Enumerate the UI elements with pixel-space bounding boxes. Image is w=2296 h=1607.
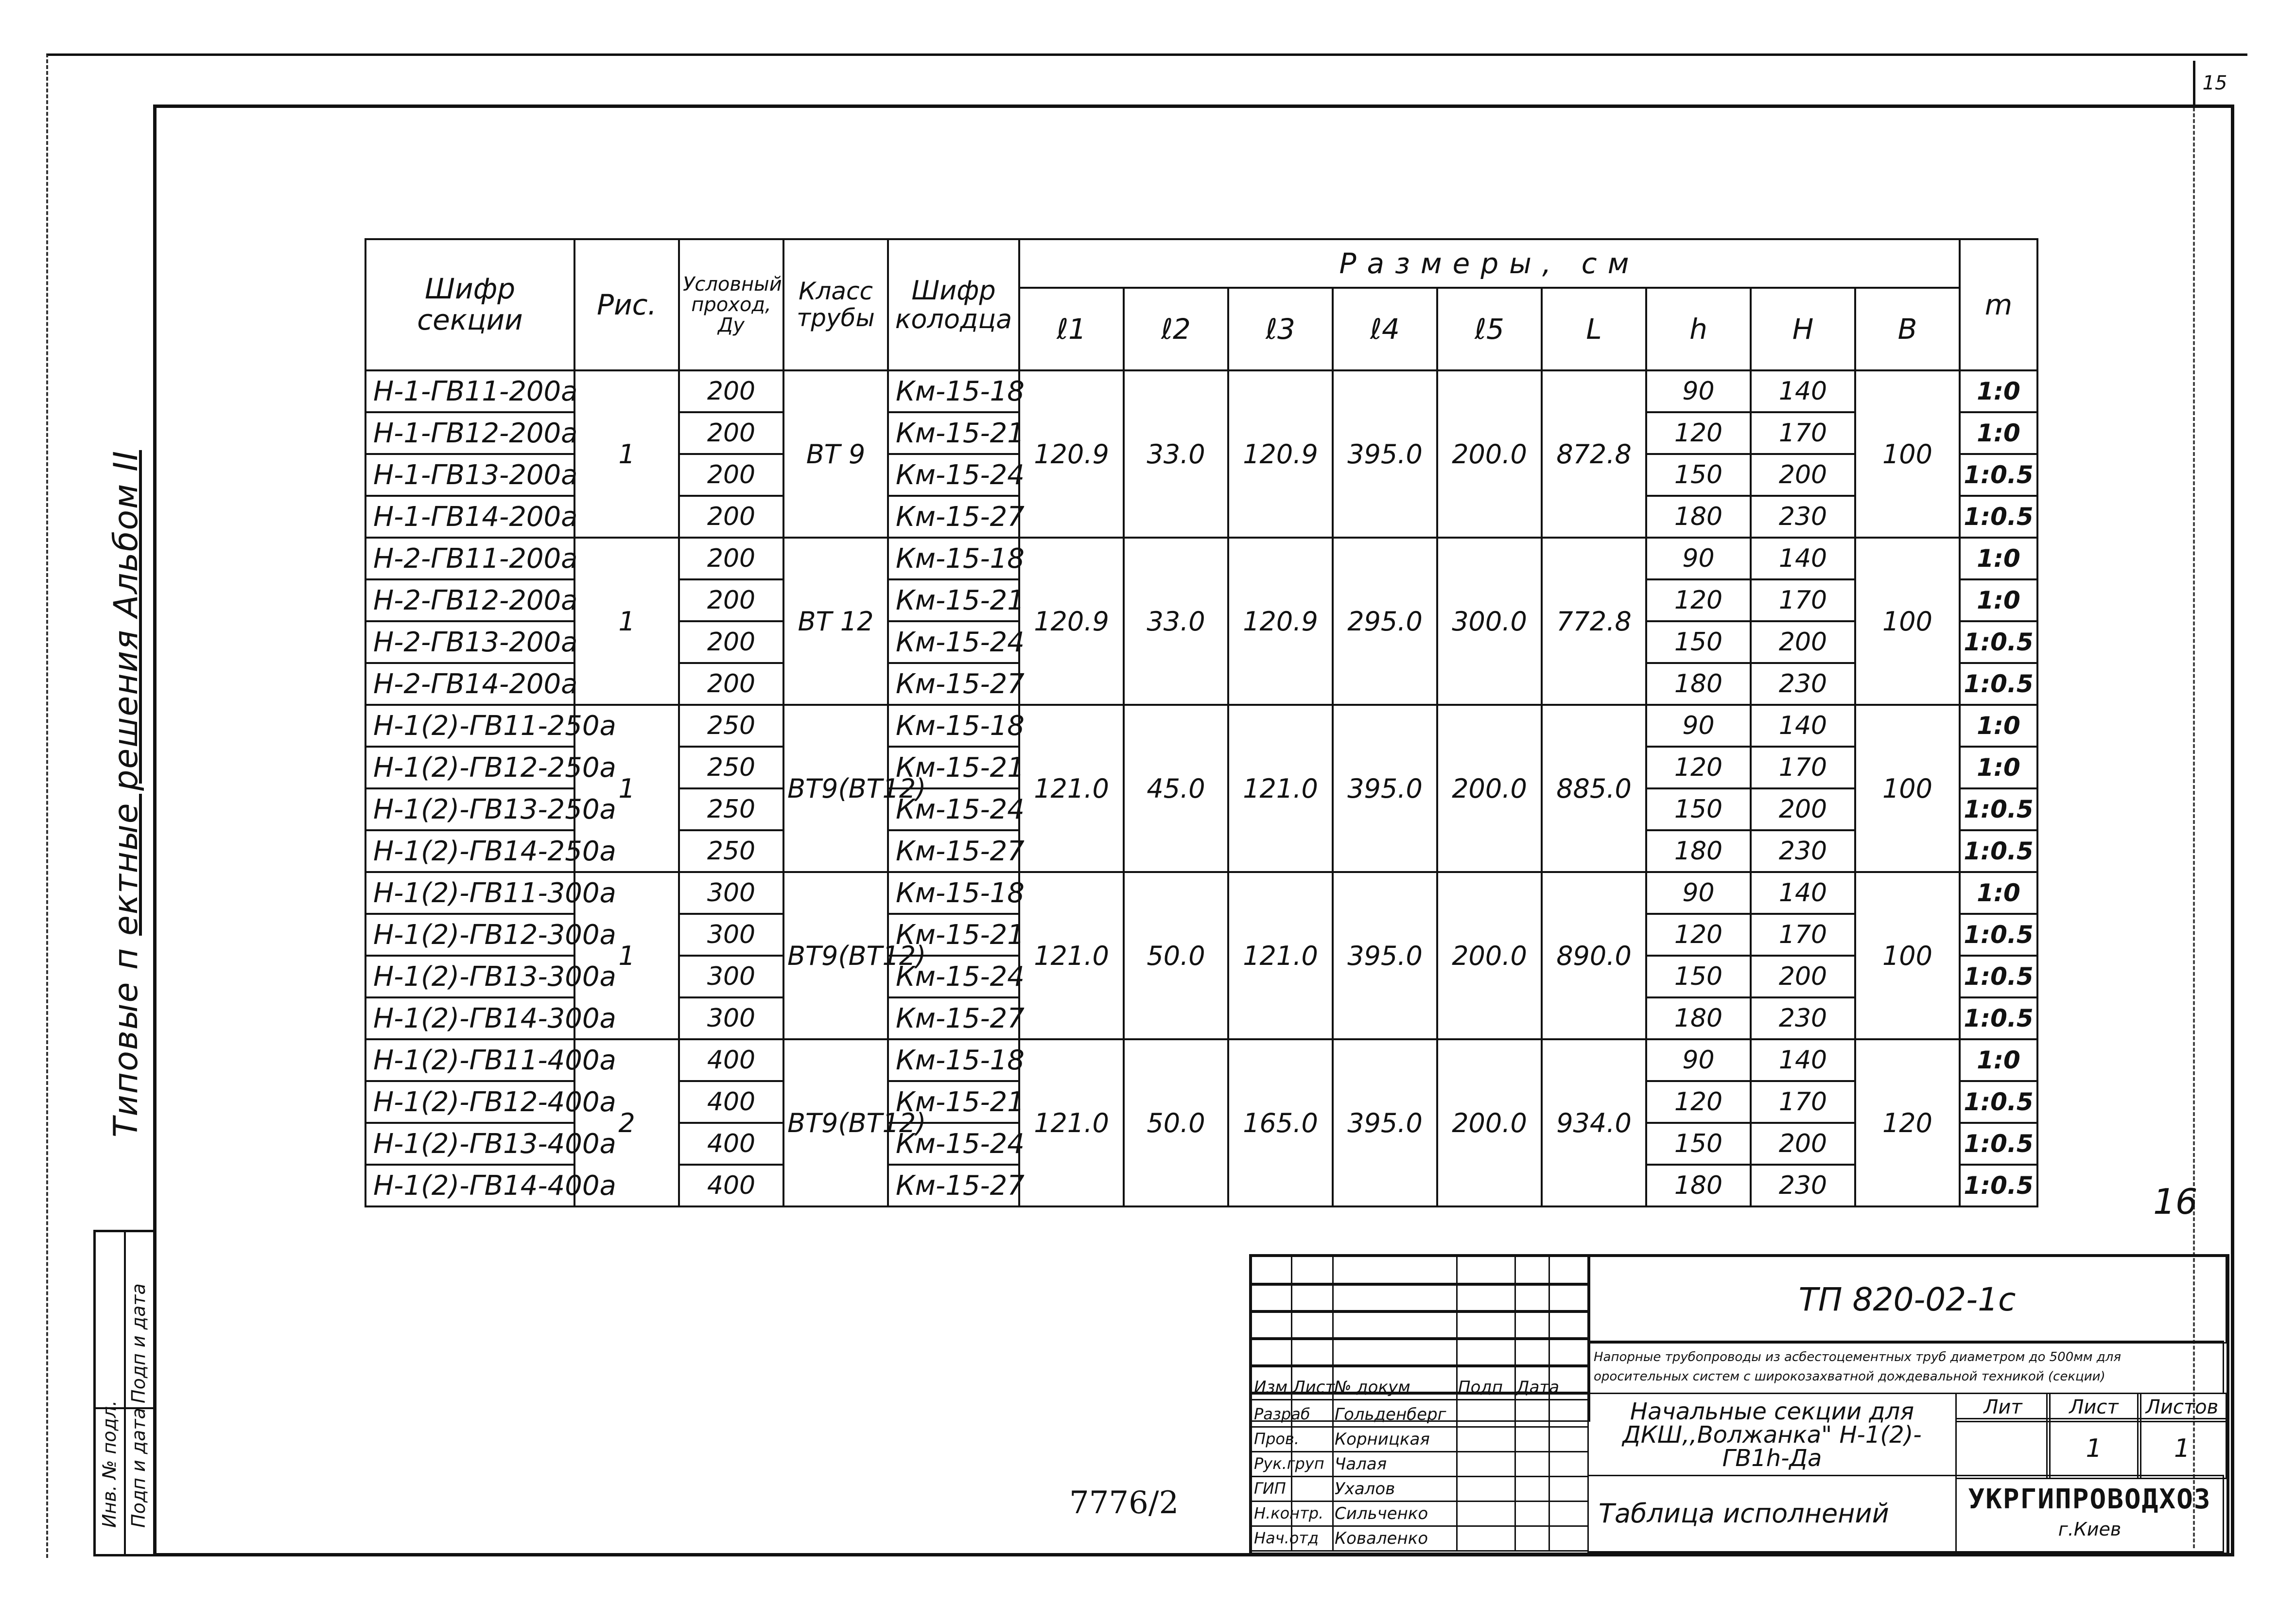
cell-h: 90 [1646, 705, 1751, 747]
doc-code: ТП 820-02-1с [1798, 1280, 2016, 1318]
cell-nominal-bore: 200 [679, 663, 783, 705]
cell-section-code: Н-1(2)-ГВ11-400а [365, 1039, 574, 1081]
cell-H: 230 [1751, 830, 1855, 872]
cell-H: 170 [1751, 914, 1855, 956]
cell-nominal-bore: 200 [679, 412, 783, 454]
cell-m: 1:0.5 [1960, 956, 2037, 997]
cell-B: 100 [1855, 872, 1960, 1039]
cell-figure: 1 [574, 872, 679, 1039]
cell-l3: 120.9 [1228, 370, 1333, 538]
cell-h: 120 [1646, 747, 1751, 788]
table-name-cell [1587, 1475, 1957, 1553]
cell-l1: 120.9 [1019, 370, 1124, 538]
cell-m: 1:0.5 [1960, 914, 2037, 956]
cell-H: 200 [1751, 788, 1855, 830]
cell-section-code: Н-1(2)-ГВ11-250а [365, 705, 574, 747]
role-row-line [1251, 1501, 1587, 1502]
cell-l3: 165.0 [1228, 1039, 1333, 1206]
cell-m: 1:0 [1960, 538, 2037, 579]
cell-well-code: Км-15-18 [888, 705, 1019, 747]
inv-number-label: Инв. № подл. [99, 1400, 120, 1528]
cell-m: 1:0.5 [1960, 830, 2037, 872]
role-name: Гольденберг [1335, 1405, 1446, 1424]
cell-well-code: Км-15-27 [888, 1165, 1019, 1206]
cell-H: 200 [1751, 454, 1855, 496]
side-stamp-column [93, 1230, 156, 1556]
cell-m: 1:0.5 [1960, 621, 2037, 663]
cell-h: 180 [1646, 1165, 1751, 1206]
cell-m: 1:0 [1960, 1039, 2037, 1081]
cell-l2: 33.0 [1124, 370, 1228, 538]
revision-row [1251, 1337, 1590, 1367]
grid-column-line [1514, 1256, 1516, 1551]
inventory-mark: 7776/2 [1069, 1485, 1179, 1521]
cell-l2: 33.0 [1124, 538, 1228, 705]
cell-m: 1:0.5 [1960, 1165, 2037, 1206]
cell-m: 1:0.5 [1960, 1123, 2037, 1165]
cell-L: 885.0 [1542, 705, 1646, 872]
cell-nominal-bore: 250 [679, 830, 783, 872]
cell-l4: 395.0 [1333, 370, 1437, 538]
header-l4: ℓ4 [1333, 288, 1437, 370]
list-value-cell [2046, 1418, 2141, 1479]
role-row-line [1251, 1476, 1587, 1477]
cell-section-code: Н-2-ГВ12-200а [365, 579, 574, 621]
table-row [365, 872, 2037, 914]
sign-date-label-2: Подп и дата [128, 1283, 149, 1403]
revision-header-line [1251, 1399, 1587, 1400]
cell-section-code: Н-1(2)-ГВ13-250а [365, 788, 574, 830]
execution-table [365, 238, 2038, 1207]
cell-section-code: Н-1(2)-ГВ13-400а [365, 1123, 574, 1165]
header-l5: ℓ5 [1437, 288, 1542, 370]
list-value: 1 [2086, 1434, 2102, 1463]
cell-nominal-bore: 200 [679, 496, 783, 538]
cell-h: 120 [1646, 579, 1751, 621]
cell-l5: 200.0 [1437, 1039, 1542, 1206]
cell-well-code: Км-15-24 [888, 788, 1019, 830]
cell-l2: 50.0 [1124, 872, 1228, 1039]
header-l1: ℓ1 [1019, 288, 1124, 370]
cell-h: 180 [1646, 830, 1751, 872]
cell-l1: 120.9 [1019, 538, 1124, 705]
cell-well-code: Км-15-24 [888, 454, 1019, 496]
cell-section-code: Н-1(2)-ГВ14-300а [365, 997, 574, 1039]
cell-l4: 395.0 [1333, 705, 1437, 872]
cell-section-code: Н-2-ГВ13-200а [365, 621, 574, 663]
revision-header-izm: Изм [1254, 1378, 1288, 1397]
cell-m: 1:0 [1960, 705, 2037, 747]
cell-nominal-bore: 200 [679, 370, 783, 412]
role-name: Сильченко [1335, 1504, 1428, 1523]
cell-l3: 121.0 [1228, 705, 1333, 872]
revision-row [1251, 1310, 1590, 1340]
cell-h: 90 [1646, 370, 1751, 412]
grid-column-line [1548, 1256, 1550, 1551]
page-number-tab [2193, 61, 2234, 108]
org-city: г.Киев [2058, 1519, 2122, 1540]
revision-row [1251, 1256, 1590, 1286]
cell-H: 230 [1751, 663, 1855, 705]
revision-header-podp: Подп [1458, 1378, 1503, 1397]
cell-m: 1:0 [1960, 579, 2037, 621]
cell-well-code: Км-15-24 [888, 1123, 1019, 1165]
project-desc-cell [1587, 1341, 2224, 1394]
cell-well-code: Км-15-21 [888, 747, 1019, 788]
header-m: m [1960, 239, 2037, 370]
cell-m: 1:0 [1960, 872, 2037, 914]
role-row-line [1251, 1451, 1587, 1452]
grid-column-line [1332, 1256, 1334, 1551]
cell-H: 140 [1751, 1039, 1855, 1081]
cell-H: 170 [1751, 747, 1855, 788]
table-row [365, 705, 2037, 747]
cell-B: 120 [1855, 1039, 1960, 1206]
cell-section-code: Н-1(2)-ГВ12-250а [365, 747, 574, 788]
cell-h: 90 [1646, 1039, 1751, 1081]
cell-h: 150 [1646, 621, 1751, 663]
cell-well-code: Км-15-18 [888, 872, 1019, 914]
cell-l2: 45.0 [1124, 705, 1228, 872]
cell-l1: 121.0 [1019, 1039, 1124, 1206]
cell-H: 140 [1751, 370, 1855, 412]
cell-section-code: Н-1-ГВ11-200а [365, 370, 574, 412]
cell-section-code: Н-1(2)-ГВ12-400а [365, 1081, 574, 1123]
org-name: УКРГИПРОВОДХОЗ [1968, 1484, 2211, 1515]
cell-l1: 121.0 [1019, 872, 1124, 1039]
cell-nominal-bore: 400 [679, 1165, 783, 1206]
cell-nominal-bore: 300 [679, 997, 783, 1039]
doc-code-cell [1587, 1256, 2227, 1344]
header-section-code: Шифр секции [365, 239, 574, 370]
cell-L: 890.0 [1542, 872, 1646, 1039]
header-well-code: Шифр колодца [888, 239, 1019, 370]
cell-H: 140 [1751, 705, 1855, 747]
cell-h: 180 [1646, 496, 1751, 538]
cell-section-code: Н-2-ГВ11-200а [365, 538, 574, 579]
cell-well-code: Км-15-18 [888, 538, 1019, 579]
cell-h: 180 [1646, 663, 1751, 705]
cell-nominal-bore: 250 [679, 788, 783, 830]
cell-h: 150 [1646, 956, 1751, 997]
sheet-title-cell [1587, 1393, 1957, 1476]
cell-pipe-class: ВТ9(ВТ12) [783, 1039, 888, 1206]
cell-h: 120 [1646, 412, 1751, 454]
lit-label: Лит [1983, 1396, 2022, 1418]
header-H: H [1751, 288, 1855, 370]
header-dimensions: Размеры, см [1019, 239, 1960, 288]
header-h: h [1646, 288, 1751, 370]
cell-nominal-bore: 300 [679, 872, 783, 914]
cell-nominal-bore: 250 [679, 705, 783, 747]
cell-figure: 1 [574, 705, 679, 872]
cell-well-code: Км-15-24 [888, 621, 1019, 663]
role-label: Рук.груп [1254, 1454, 1324, 1473]
sheet-mark-16: 16 [2153, 1181, 2198, 1222]
cell-section-code: Н-1-ГВ14-200а [365, 496, 574, 538]
role-row-line [1251, 1525, 1587, 1527]
cell-l2: 50.0 [1124, 1039, 1228, 1206]
cell-m: 1:0 [1960, 747, 2037, 788]
cell-H: 140 [1751, 538, 1855, 579]
cell-B: 100 [1855, 705, 1960, 872]
cell-nominal-bore: 300 [679, 956, 783, 997]
cell-pipe-class: ВТ 9 [783, 370, 888, 538]
role-label: Нач.отд [1254, 1529, 1319, 1547]
cell-nominal-bore: 200 [679, 454, 783, 496]
revision-row [1251, 1283, 1590, 1313]
role-name: Чалая [1335, 1454, 1387, 1474]
cell-H: 200 [1751, 1123, 1855, 1165]
cell-l5: 200.0 [1437, 705, 1542, 872]
cell-section-code: Н-1-ГВ12-200а [365, 412, 574, 454]
header-B: B [1855, 288, 1960, 370]
cell-well-code: Км-15-21 [888, 412, 1019, 454]
cell-well-code: Км-15-18 [888, 370, 1019, 412]
cell-m: 1:0.5 [1960, 1081, 2037, 1123]
cell-section-code: Н-1(2)-ГВ14-400а [365, 1165, 574, 1206]
listov-value: 1 [2174, 1434, 2191, 1463]
cell-H: 170 [1751, 1081, 1855, 1123]
cell-pipe-class: ВТ 12 [783, 538, 888, 705]
role-name: Коваленко [1335, 1529, 1428, 1548]
cell-m: 1:0.5 [1960, 454, 2037, 496]
sign-date-label: Подп и дата [128, 1408, 149, 1528]
cell-section-code: Н-1(2)-ГВ14-250а [365, 830, 574, 872]
cell-nominal-bore: 300 [679, 914, 783, 956]
cell-H: 170 [1751, 579, 1855, 621]
side-title-underlined: ектные решения Альбом II [107, 450, 145, 936]
cell-nominal-bore: 400 [679, 1039, 783, 1081]
cell-well-code: Км-15-18 [888, 1039, 1019, 1081]
cell-section-code: Н-1(2)-ГВ13-300а [365, 956, 574, 997]
cell-well-code: Км-15-27 [888, 663, 1019, 705]
cell-m: 1:0.5 [1960, 663, 2037, 705]
header-nominal-bore: Условный проход, Ду [679, 239, 783, 370]
cell-l5: 300.0 [1437, 538, 1542, 705]
cell-h: 120 [1646, 1081, 1751, 1123]
table-row [365, 1039, 2037, 1081]
cell-section-code: Н-1(2)-ГВ11-300а [365, 872, 574, 914]
org-cell [1955, 1475, 2224, 1553]
cell-nominal-bore: 200 [679, 538, 783, 579]
cell-h: 90 [1646, 872, 1751, 914]
cell-nominal-bore: 400 [679, 1123, 783, 1165]
cell-h: 120 [1646, 914, 1751, 956]
table-row [365, 370, 2037, 412]
cell-l4: 395.0 [1333, 1039, 1437, 1206]
role-label: ГИП [1254, 1479, 1286, 1498]
cell-B: 100 [1855, 370, 1960, 538]
cell-pipe-class: ВТ9(ВТ12) [783, 872, 888, 1039]
cell-l4: 295.0 [1333, 538, 1437, 705]
cell-pipe-class: ВТ9(ВТ12) [783, 705, 888, 872]
cell-well-code: Км-15-27 [888, 496, 1019, 538]
cell-well-code: Км-15-21 [888, 914, 1019, 956]
cell-nominal-bore: 200 [679, 621, 783, 663]
cell-l5: 200.0 [1437, 872, 1542, 1039]
table-row [365, 538, 2037, 579]
cell-H: 200 [1751, 621, 1855, 663]
list-label: Лист [2069, 1396, 2119, 1418]
cell-figure: 2 [574, 1039, 679, 1206]
header-L: L [1542, 288, 1646, 370]
cell-B: 100 [1855, 538, 1960, 705]
cell-well-code: Км-15-27 [888, 830, 1019, 872]
role-label: Разраб [1254, 1405, 1310, 1423]
listov-value-cell [2137, 1418, 2227, 1479]
header-pipe-class: Класс трубы [783, 239, 888, 370]
cell-l3: 120.9 [1228, 538, 1333, 705]
cell-m: 1:0.5 [1960, 997, 2037, 1039]
listov-label: Листов [2145, 1396, 2219, 1418]
cell-H: 230 [1751, 1165, 1855, 1206]
cell-section-code: Н-2-ГВ14-200а [365, 663, 574, 705]
project-description: Напорные трубопроводы из асбестоцементных труб диаметром до 500мм для оросительных систем с широкозахватной дождевальной техникой (секции) [1594, 1350, 2121, 1384]
cell-well-code: Км-15-24 [888, 956, 1019, 997]
cell-h: 150 [1646, 788, 1751, 830]
role-name: Ухалов [1335, 1479, 1395, 1499]
header-l2: ℓ2 [1124, 288, 1228, 370]
table-body [365, 370, 2037, 1206]
revision-header-list: Лист [1293, 1378, 1335, 1397]
cell-nominal-bore: 400 [679, 1081, 783, 1123]
cell-section-code: Н-1(2)-ГВ12-300а [365, 914, 574, 956]
title-block [1249, 1254, 2229, 1555]
cell-m: 1:0.5 [1960, 496, 2037, 538]
cell-l1: 121.0 [1019, 705, 1124, 872]
cell-H: 230 [1751, 997, 1855, 1039]
cell-well-code: Км-15-21 [888, 579, 1019, 621]
cell-well-code: Км-15-21 [888, 1081, 1019, 1123]
grid-column-line [1456, 1256, 1458, 1551]
cell-h: 150 [1646, 454, 1751, 496]
revision-header-data: Дата [1516, 1378, 1560, 1397]
cell-h: 150 [1646, 1123, 1751, 1165]
cell-m: 1:0.5 [1960, 788, 2037, 830]
header-l3: ℓ3 [1228, 288, 1333, 370]
cell-H: 230 [1751, 496, 1855, 538]
cell-H: 170 [1751, 412, 1855, 454]
cell-L: 772.8 [1542, 538, 1646, 705]
revision-header-ndoc: № докум [1334, 1378, 1410, 1397]
header-figure: Рис. [574, 239, 679, 370]
role-row-line [1251, 1426, 1587, 1428]
role-name: Корницкая [1335, 1430, 1430, 1449]
cell-well-code: Км-15-27 [888, 997, 1019, 1039]
cell-section-code: Н-1-ГВ13-200а [365, 454, 574, 496]
side-album-title [107, 450, 145, 1137]
table-name: Таблица исполнений [1599, 1498, 1889, 1529]
cell-l5: 200.0 [1437, 370, 1542, 538]
lit-value-cell [1955, 1418, 2051, 1479]
cell-H: 200 [1751, 956, 1855, 997]
cell-nominal-bore: 250 [679, 747, 783, 788]
cell-h: 90 [1646, 538, 1751, 579]
role-label: Пров. [1254, 1430, 1299, 1448]
role-row-line [1251, 1550, 1587, 1552]
sheet-title: Начальные секции для ДКШ,,Волжанка" Н-1(2)-ГВ1h-Да [1622, 1398, 1922, 1472]
cell-nominal-bore: 200 [679, 579, 783, 621]
cell-figure: 1 [574, 538, 679, 705]
cell-H: 140 [1751, 872, 1855, 914]
page-number: 15 [2202, 72, 2227, 94]
cell-m: 1:0 [1960, 412, 2037, 454]
cell-h: 180 [1646, 997, 1751, 1039]
cell-L: 934.0 [1542, 1039, 1646, 1206]
cell-m: 1:0 [1960, 370, 2037, 412]
role-label: Н.контр. [1254, 1504, 1324, 1522]
side-title-prefix: Типовые п [107, 935, 145, 1137]
cell-l4: 395.0 [1333, 872, 1437, 1039]
cell-figure: 1 [574, 370, 679, 538]
cell-L: 872.8 [1542, 370, 1646, 538]
cell-l3: 121.0 [1228, 872, 1333, 1039]
